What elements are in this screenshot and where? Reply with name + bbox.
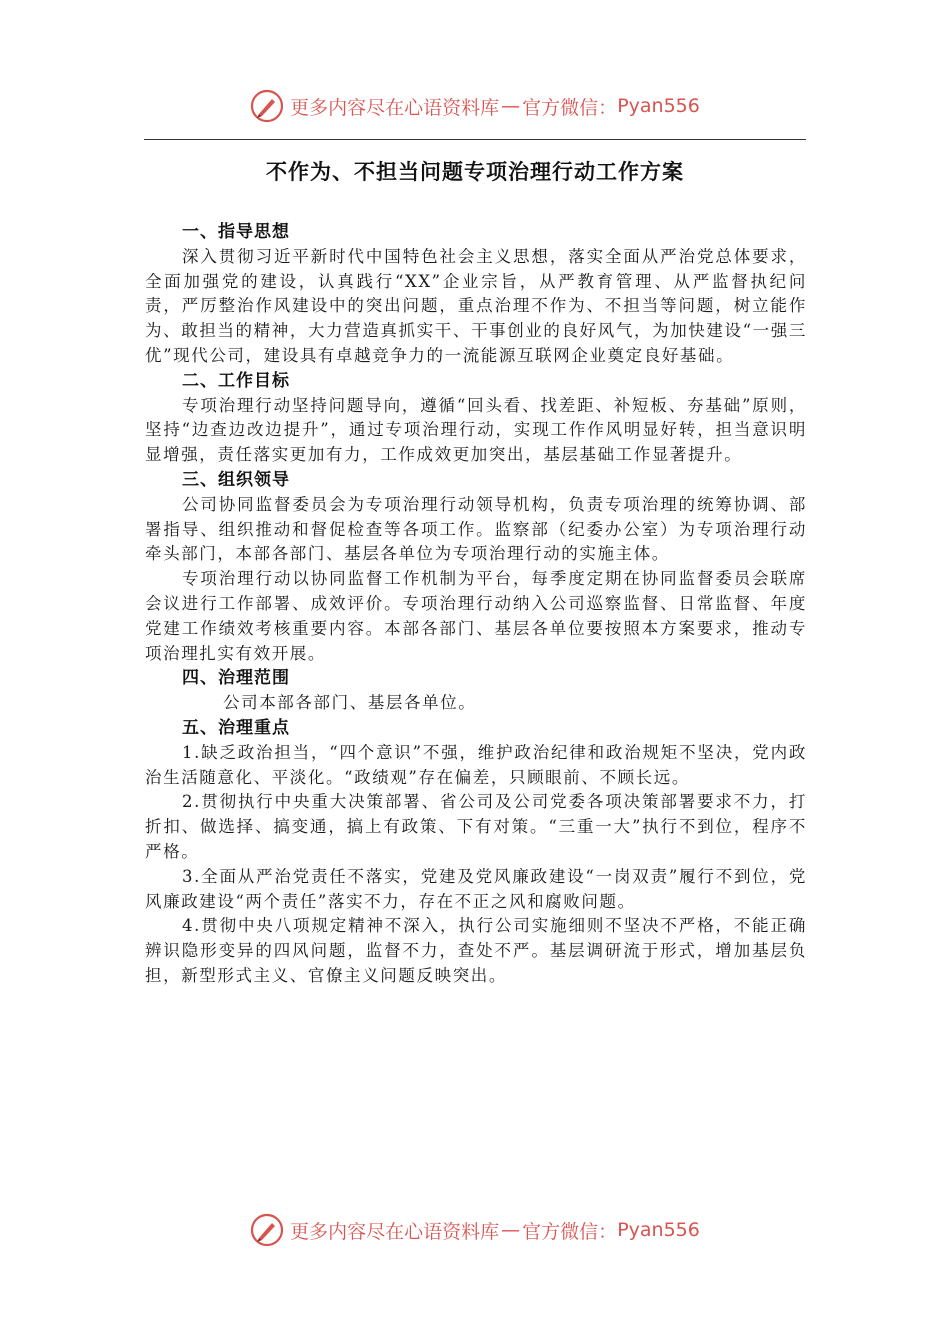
- header-divider: [144, 139, 806, 140]
- key-point-item: 4.贯彻中央八项规定精神不深入，执行公司实施细则不坚决不严格，不能正确辨识隐形变异的四风问题，监督不力，查处不严。基层调研流于形式，增加基层负担，新型形式主义、官僚主义问题反映突出。: [145, 916, 807, 985]
- banner-wechat-id: Pyan556: [617, 95, 700, 117]
- section-paragraph: 公司本部各部门、基层各单位。: [223, 693, 477, 713]
- pen-logo-icon: [250, 89, 284, 123]
- pen-logo-icon: [250, 1213, 284, 1247]
- footer-banner: [0, 1212, 950, 1248]
- section-heading-work-goal: 二、工作目标: [182, 370, 290, 391]
- banner-site-text: 更多内容尽在心语资料库: [290, 96, 500, 119]
- section-heading-organization: 三、组织领导: [182, 469, 290, 490]
- banner-dash: —: [501, 95, 521, 117]
- section-paragraph: 专项治理行动以协同监督工作机制为平台，每季度定期在协同监督委员会联席会议进行工作部署、成效评价。专项治理行动纳入公司巡察监督、日常监督、年度党建工作绩效考核重要内容。本部各部门、基层各单位要按照本方案要求，推动专项治理扎实有效开展。: [145, 569, 807, 663]
- banner-wechat-label: 官方微信：: [522, 1220, 618, 1243]
- banner-wechat-id: Pyan556: [617, 1219, 700, 1241]
- section-heading-guiding-thought: 一、指导思想: [182, 222, 290, 242]
- document-title: 不作为、不担当问题专项治理行动工作方案: [266, 160, 684, 184]
- banner-site-text: 更多内容尽在心语资料库: [290, 1220, 500, 1243]
- section-heading-key-points: 五、治理重点: [182, 717, 290, 738]
- section-paragraph: 公司协同监督委员会为专项治理行动领导机构，负责专项治理的统筹协调、部署指导、组织推动和督促检查等各项工作。监察部（纪委办公室）为专项治理行动牵头部门，本部各部门、基层各单位为专项治理行动的实施主体。: [145, 494, 807, 564]
- document-body: [145, 220, 807, 989]
- section-heading-scope: 四、治理范围: [182, 668, 290, 689]
- section-paragraph: 深入贯彻习近平新时代中国特色社会主义思想，落实全面从严治党总体要求，全面加强党的建设，认真践行“XX”企业宗旨，从严教育管理、从严监督执纪问责，严厉整治作风建设中的突出问题，重点治理不作为、不担当等问题，树立能作为、敢担当的精神，大力营造真抓实干、干事创业的良好风气，为加快建设“一强三优”现代公司，建设具有卓越竞争力的一流能源互联网企业奠定良好基础。: [145, 246, 807, 365]
- header-banner: [0, 88, 950, 124]
- banner-wechat-label: 官方微信：: [522, 96, 618, 119]
- key-point-item: 3.全面从严治党责任不落实，党建及党风廉政建设“一岗双责”履行不到位，党风廉政建设“两个责任”落实不力，存在不正之风和腐败问题。: [145, 866, 807, 911]
- key-point-item: 1.缺乏政治担当，“四个意识”不强，维护政治纪律和政治规矩不坚决，党内政治生活随意化、平淡化。“政绩观”存在偏差，只顾眼前、不顾长远。: [145, 742, 807, 787]
- banner-dash: —: [501, 1219, 521, 1241]
- key-point-item: 2.贯彻执行中央重大决策部署、省公司及公司党委各项决策部署要求不力，打折扣、做选择、搞变通，搞上有政策、下有对策。“三重一大”执行不到位，程序不严格。: [145, 792, 807, 861]
- section-paragraph: 专项治理行动坚持问题导向，遵循“回头看、找差距、补短板、夯基础”原则，坚持“边查边改边提升”，通过专项治理行动，实现工作作风明显好转，担当意识明显增强，责任落实更加有力，工作成效更加突出，基层基础工作显著提升。: [145, 395, 807, 465]
